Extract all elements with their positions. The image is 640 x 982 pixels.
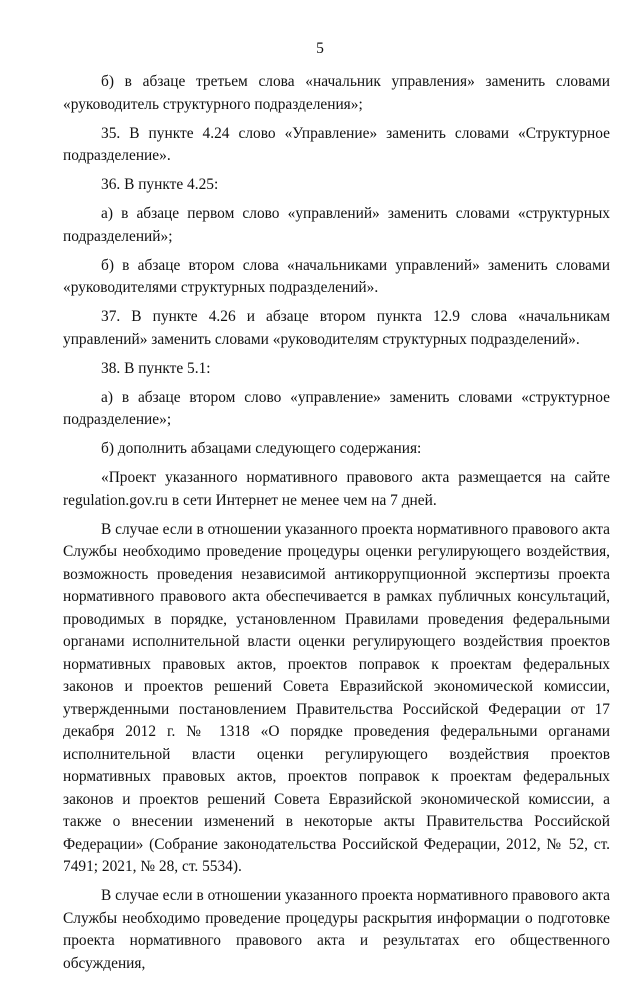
paragraph-36a: а) в абзаце первом слово «управлений» заменить словами «структурных подразделений»; <box>63 205 610 245</box>
paragraph-35: 35. В пункте 4.24 слово «Управление» заменить словами «Структурное подразделение». <box>63 124 610 164</box>
page-number: 5 <box>316 40 324 57</box>
quoted-paragraph-disclosure: В случае если в отношении указанного проекта нормативного правового акта Службы необходимо проведение процедуры раскрытия информации о подготовке проекта нормативного правового акта и результатах его общественного обсуждения, <box>63 887 610 972</box>
paragraph-34b: б) в абзаце третьем слова «начальник управления» заменить словами «руководитель структурного подразделения»; <box>63 73 610 113</box>
document-body <box>63 71 610 982</box>
paragraph-38a: а) в абзаце втором слово «управление» заменить словами «структурное подразделение»; <box>63 388 610 428</box>
paragraph-38: 38. В пункте 5.1: <box>101 359 211 377</box>
paragraph-36b: б) в абзаце втором слова «начальниками управлений» заменить словами «руководителями структурных подразделений». <box>63 256 610 296</box>
paragraph-38b: б) дополнить абзацами следующего содержания: <box>101 440 422 457</box>
paragraph-37: 37. В пункте 4.26 и абзаце втором пункта 12.9 слова «начальникам управлений» заменить словами «руководителям структурных подразделений». <box>63 308 610 348</box>
quoted-paragraph-assessment: В случае если в отношении указанного проекта нормативного правового акта Службы необходимо проведение процедуры оценки регулирующего воздействия, возможность проведения независимой антикоррупционной экспертизы проекта нормативного правового акта обеспечивается в рамках публичных консультаций, проводимых в порядке, установленном Правилами проведения федеральными органами исполнительной власти оценки регулирующего воздействия проектов нормативных правовых актов, проектов поправок к проектам федеральных законов и проектов решений Совета Евразийской экономической комиссии, утвержденными постановлением Правительства Российской Федерации от 17 декабря 2012 г. № 1318 «О порядке проведения федеральными органами исполнительной власти оценки регулирующего воздействия проектов нормативных правовых актов, проектов поправок к проектам федеральных законов и проектов решений Совета Евразийской экономической комиссии, а также о внесении изменений в некоторые акты Правительства Российской Федерации» (Собрание законодательства Российской Федерации, 2012, № 52, ст. 7491; 2021, № 28, ст. 5534). <box>63 520 610 875</box>
quoted-paragraph-regulation: «Проект указанного нормативного правового акта размещается на сайте regulation.gov.ru в сети Интернет не менее чем на 7 дней. <box>63 469 610 509</box>
paragraph-36: 36. В пункте 4.25: <box>101 176 219 193</box>
